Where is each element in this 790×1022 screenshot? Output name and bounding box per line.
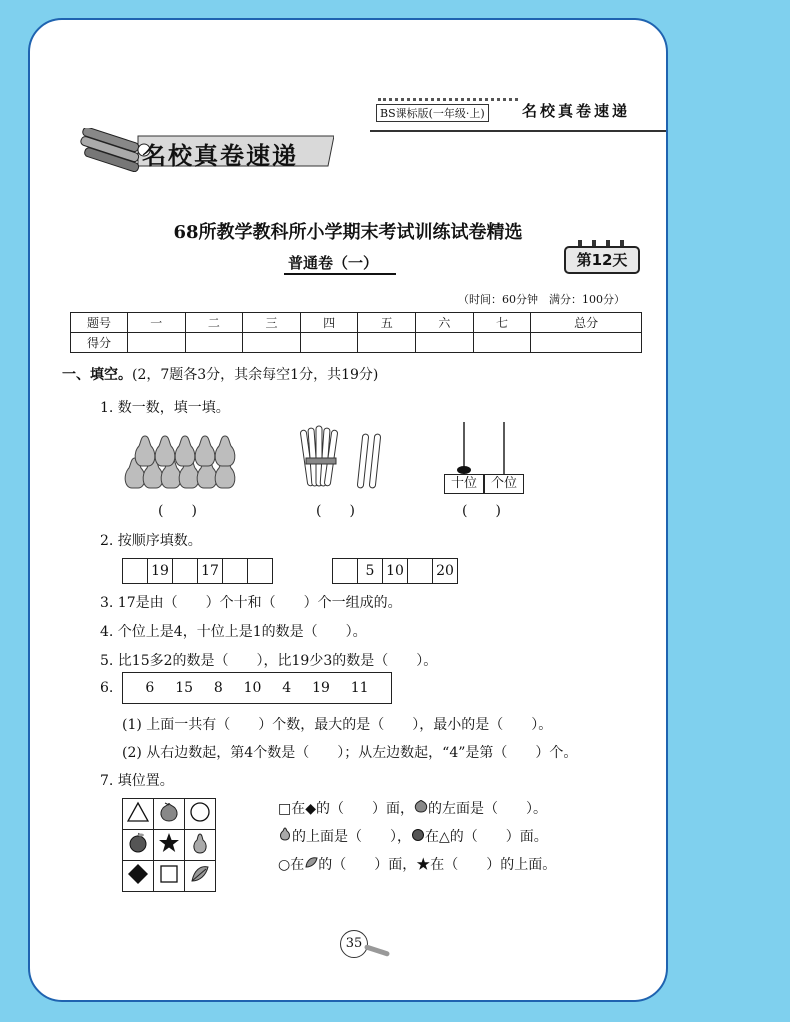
score-cell[interactable] (358, 333, 416, 353)
q3-text: 3. 17是由（ ）个十和（ ）个一组成的。 (100, 595, 402, 611)
sequence-cell[interactable] (173, 559, 198, 584)
sequence-cell: 10 (383, 559, 408, 584)
score-header-cell: 五 (358, 313, 416, 333)
square-icon: □ (278, 801, 292, 817)
q7-line3 (278, 854, 556, 874)
header-dotted-rule (378, 98, 518, 101)
score-cell[interactable] (473, 333, 531, 353)
q1-answer-blank-1[interactable]: ( ) (158, 503, 197, 519)
q6-number: 10 (243, 680, 262, 696)
q7-line3-part-a: ○在 (278, 857, 305, 873)
diamond-icon: ◆ (305, 801, 317, 817)
q5-text: 5. 比15多2的数是（ ），比19少3的数是（ ）。 (100, 653, 438, 669)
q4-text: 4. 个位上是4，十位上是1的数是（ ）。 (100, 624, 367, 640)
q7-line1 (278, 798, 547, 818)
q7-line1-part-a: 在 (291, 801, 306, 817)
q6-number: 19 (312, 680, 330, 696)
header-rule (370, 130, 668, 132)
score-cell[interactable] (300, 333, 358, 353)
apple-icon (127, 832, 149, 854)
sequence-cell: 5 (358, 559, 383, 584)
subtitle-underline (284, 273, 396, 275)
banner-title: 名校真卷速递 (142, 142, 298, 170)
diamond-icon (127, 863, 149, 885)
q2-text: 2. 按顺序填数。 (100, 533, 202, 549)
q7-line3-part-b: 的（ ）面，★在（ ）的上面。 (318, 857, 557, 873)
sequence-boxes-1 (122, 558, 273, 584)
q6-number: 4 (282, 680, 292, 696)
pear-icon (278, 827, 292, 841)
exam-title: 68所教学教科所小学期末考试训练试卷精选 (173, 222, 523, 243)
apple-icon (411, 827, 425, 841)
score-table (70, 312, 642, 353)
q1-answer-blank-3[interactable]: ( ) (462, 503, 501, 519)
series-label: BS课标版(一年级·上) (376, 104, 489, 122)
triangle-icon (127, 801, 149, 823)
q6-number: 6 (145, 680, 155, 696)
grid-cell (123, 799, 154, 830)
score-header-cell: 六 (416, 313, 474, 333)
abacus-ones-label: 个位 (484, 474, 524, 494)
q7-line1-part-b: 的（ ）面， (316, 801, 415, 817)
sticks-picture (300, 424, 390, 492)
brand-title: 名校真卷速递 (522, 102, 631, 120)
score-cell[interactable] (185, 333, 243, 353)
score-cell[interactable] (243, 333, 301, 353)
sequence-cell[interactable] (248, 559, 273, 584)
peach-icon (414, 799, 428, 813)
section1-title: 一、填空。 (62, 367, 132, 383)
score-row-label: 得分 (71, 333, 128, 353)
sequence-cell: 19 (148, 559, 173, 584)
abacus-bead-icon (457, 466, 471, 474)
time-info: （时间：60分钟 满分：100分） (458, 293, 625, 306)
score-header-cell: 七 (473, 313, 531, 333)
q7-line2-part-b: 在△的（ ）面。 (425, 829, 548, 845)
sequence-cell[interactable] (123, 559, 148, 584)
q6-number: 15 (175, 680, 194, 696)
q6-number: 8 (213, 680, 223, 696)
day-badge: 第12天 (564, 246, 640, 274)
abacus-rods (442, 422, 532, 474)
sequence-cell: 17 (198, 559, 223, 584)
grid-cell (185, 799, 216, 830)
score-value-row (71, 333, 642, 353)
circle-icon (189, 801, 211, 823)
score-header-row (71, 313, 642, 333)
sequence-cell[interactable] (223, 559, 248, 584)
grid-cell (185, 861, 216, 892)
peach-icon (158, 801, 180, 823)
q6-sub1: (1) 上面一共有（ ）个数，最大的是（ ），最小的是（ ）。 (122, 717, 553, 733)
score-header-cell: 一 (128, 313, 186, 333)
exam-page (28, 18, 668, 1002)
pear-icon (125, 436, 235, 488)
q6-label: 6. (100, 680, 114, 696)
score-header-cell: 总分 (531, 313, 642, 333)
q1-text: 1. 数一数，填一填。 (100, 400, 230, 416)
pears-picture (122, 428, 242, 492)
score-cell[interactable] (531, 333, 642, 353)
grid-cell (154, 861, 185, 892)
square-icon (158, 863, 180, 885)
star-icon (158, 832, 180, 854)
q7-line2 (278, 826, 548, 846)
q1-answer-blank-2[interactable]: ( ) (316, 503, 355, 519)
grid-cell (154, 830, 185, 861)
stick-bundle-icon (300, 426, 338, 486)
grid-cell (123, 861, 154, 892)
q7-line1-part-c: 的左面是（ ）。 (428, 801, 548, 817)
section1-heading (62, 364, 378, 384)
q6-sub2: (2) 从右边数起，第4个数是（ ）；从左边数起，“4”是第（ ）个。 (122, 745, 578, 761)
grid-cell (185, 830, 216, 861)
leafy-vegetable-icon (304, 855, 318, 869)
score-header-cell: 二 (185, 313, 243, 333)
single-stick-icon (357, 434, 381, 488)
exam-subtitle: 普通卷（一） (288, 254, 379, 272)
sequence-cell[interactable] (333, 559, 358, 584)
grid-cell (123, 830, 154, 861)
sequence-boxes-2 (332, 558, 458, 584)
magnifier-handle-icon (364, 944, 390, 957)
score-header-cell: 四 (300, 313, 358, 333)
score-cell[interactable] (128, 333, 186, 353)
score-header-cell: 三 (243, 313, 301, 333)
sequence-cell: 20 (433, 559, 458, 584)
sequence-cell[interactable] (408, 559, 433, 584)
page-number: 35 (340, 930, 368, 958)
q6-number-box (122, 672, 392, 704)
pear-icon (189, 832, 211, 854)
score-cell[interactable] (416, 333, 474, 353)
abacus-tens-label: 十位 (444, 474, 484, 494)
section1-note: (2，7题各3分，其余每空1分，共19分) (132, 367, 379, 383)
leafy-vegetable-icon (189, 863, 211, 885)
q6-number: 11 (350, 680, 369, 696)
q7-line2-part-a: 的上面是（ ）， (292, 829, 411, 845)
grid-cell (154, 799, 185, 830)
score-header-cell: 题号 (71, 313, 128, 333)
position-grid (122, 798, 216, 892)
q7-text: 7. 填位置。 (100, 773, 174, 789)
